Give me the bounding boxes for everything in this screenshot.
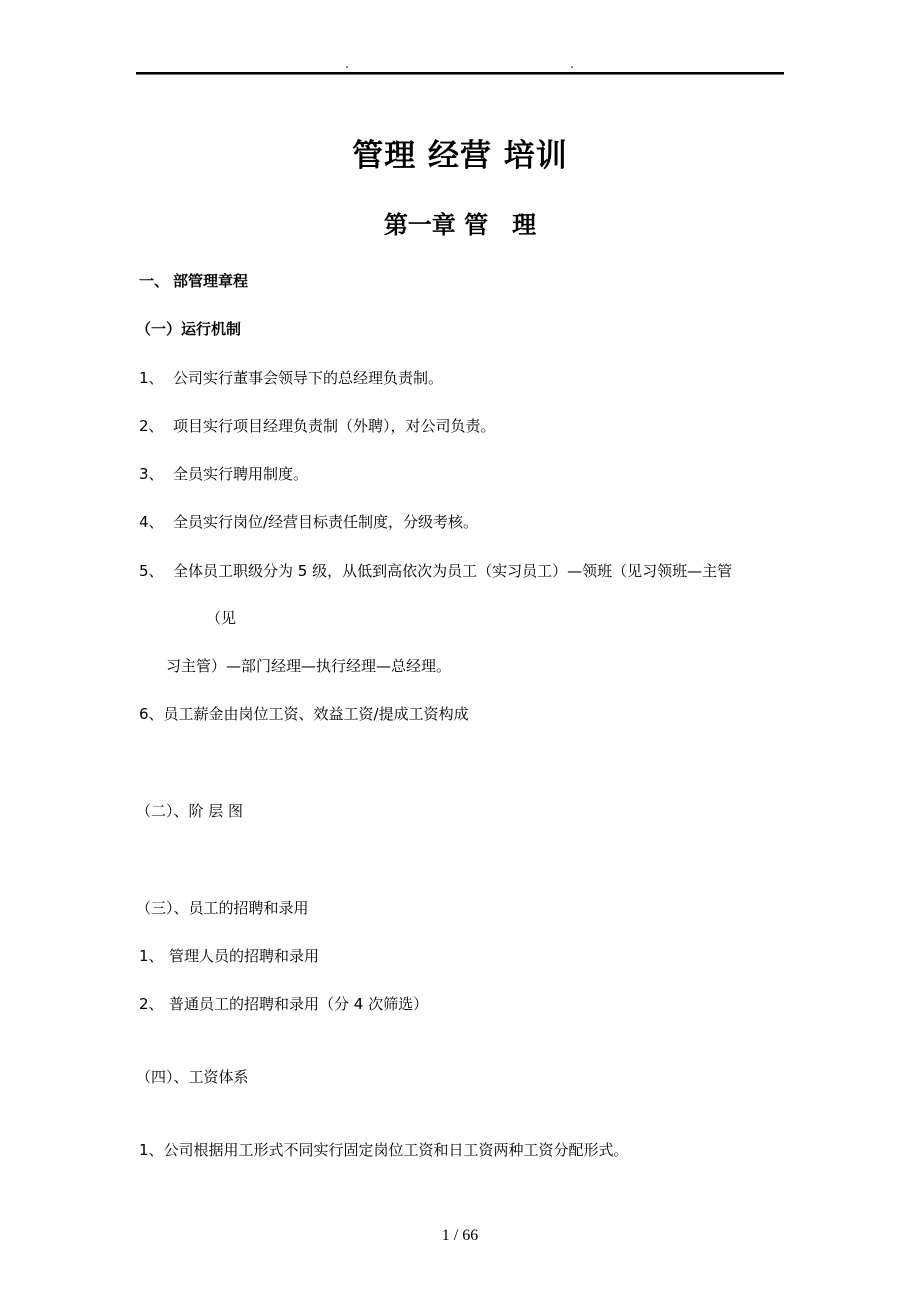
list-number: 3、 (139, 465, 164, 483)
list-item (139, 946, 319, 966)
list-text: 普通员工的招聘和录用（分 4 次筛选） (169, 995, 429, 1013)
list-item (139, 561, 732, 581)
list-text: 公司实行董事会领导下的总经理负责制。 (173, 369, 444, 387)
list-item (139, 416, 496, 436)
document-title: 管理 经营 培训 (352, 138, 568, 174)
list-number: 2、 (139, 995, 164, 1013)
subsection-heading-3: （三）、员工的招聘和录用 (136, 899, 309, 917)
list-number: 1、 (139, 369, 164, 387)
list-item (139, 464, 308, 484)
list-item: 1、公司根据用工形式不同实行固定岗位工资和日工资两种工资分配形式。 (139, 1141, 629, 1159)
list-item (139, 512, 478, 532)
list-item (139, 994, 428, 1014)
header-rule (136, 72, 784, 75)
list-item: 6、员工薪金由岗位工资、效益工资/提成工资构成 (139, 705, 469, 723)
subsection-heading-1: （一）运行机制 (136, 320, 242, 338)
section-heading-text: 部管理章程 (173, 272, 249, 290)
subsection-heading-4: （四）、工资体系 (136, 1068, 249, 1086)
list-number: 4、 (139, 513, 164, 531)
list-item-continuation: 习主管）—部门经理—执行经理—总经理。 (166, 657, 452, 675)
list-number: 1、 (139, 947, 164, 965)
section-heading (139, 271, 248, 291)
header-dot (346, 66, 348, 68)
list-text: 项目实行项目经理负责制（外聘），对公司负责。 (173, 417, 496, 435)
chapter-title: 第一章 管 理 (383, 211, 537, 239)
page-number: 1 / 66 (441, 1227, 479, 1244)
list-text: 管理人员的招聘和录用 (169, 947, 320, 965)
list-number: 5、 (139, 562, 164, 580)
list-text: 全员实行岗位/经营目标责任制度，分级考核。 (173, 513, 479, 531)
list-item (139, 368, 443, 388)
list-number: 2、 (139, 417, 164, 435)
list-text: 全员实行聘用制度。 (173, 465, 309, 483)
list-text: 全体员工职级分为 5 级，从低到高依次为员工（实习员工）—领班（见习领班—主管 (173, 562, 733, 580)
list-item-continuation: （见 (206, 609, 237, 627)
section-number: 一、 (139, 272, 170, 290)
subsection-heading-2: （二）、阶 层 图 (136, 802, 244, 820)
header-dot (571, 66, 573, 68)
